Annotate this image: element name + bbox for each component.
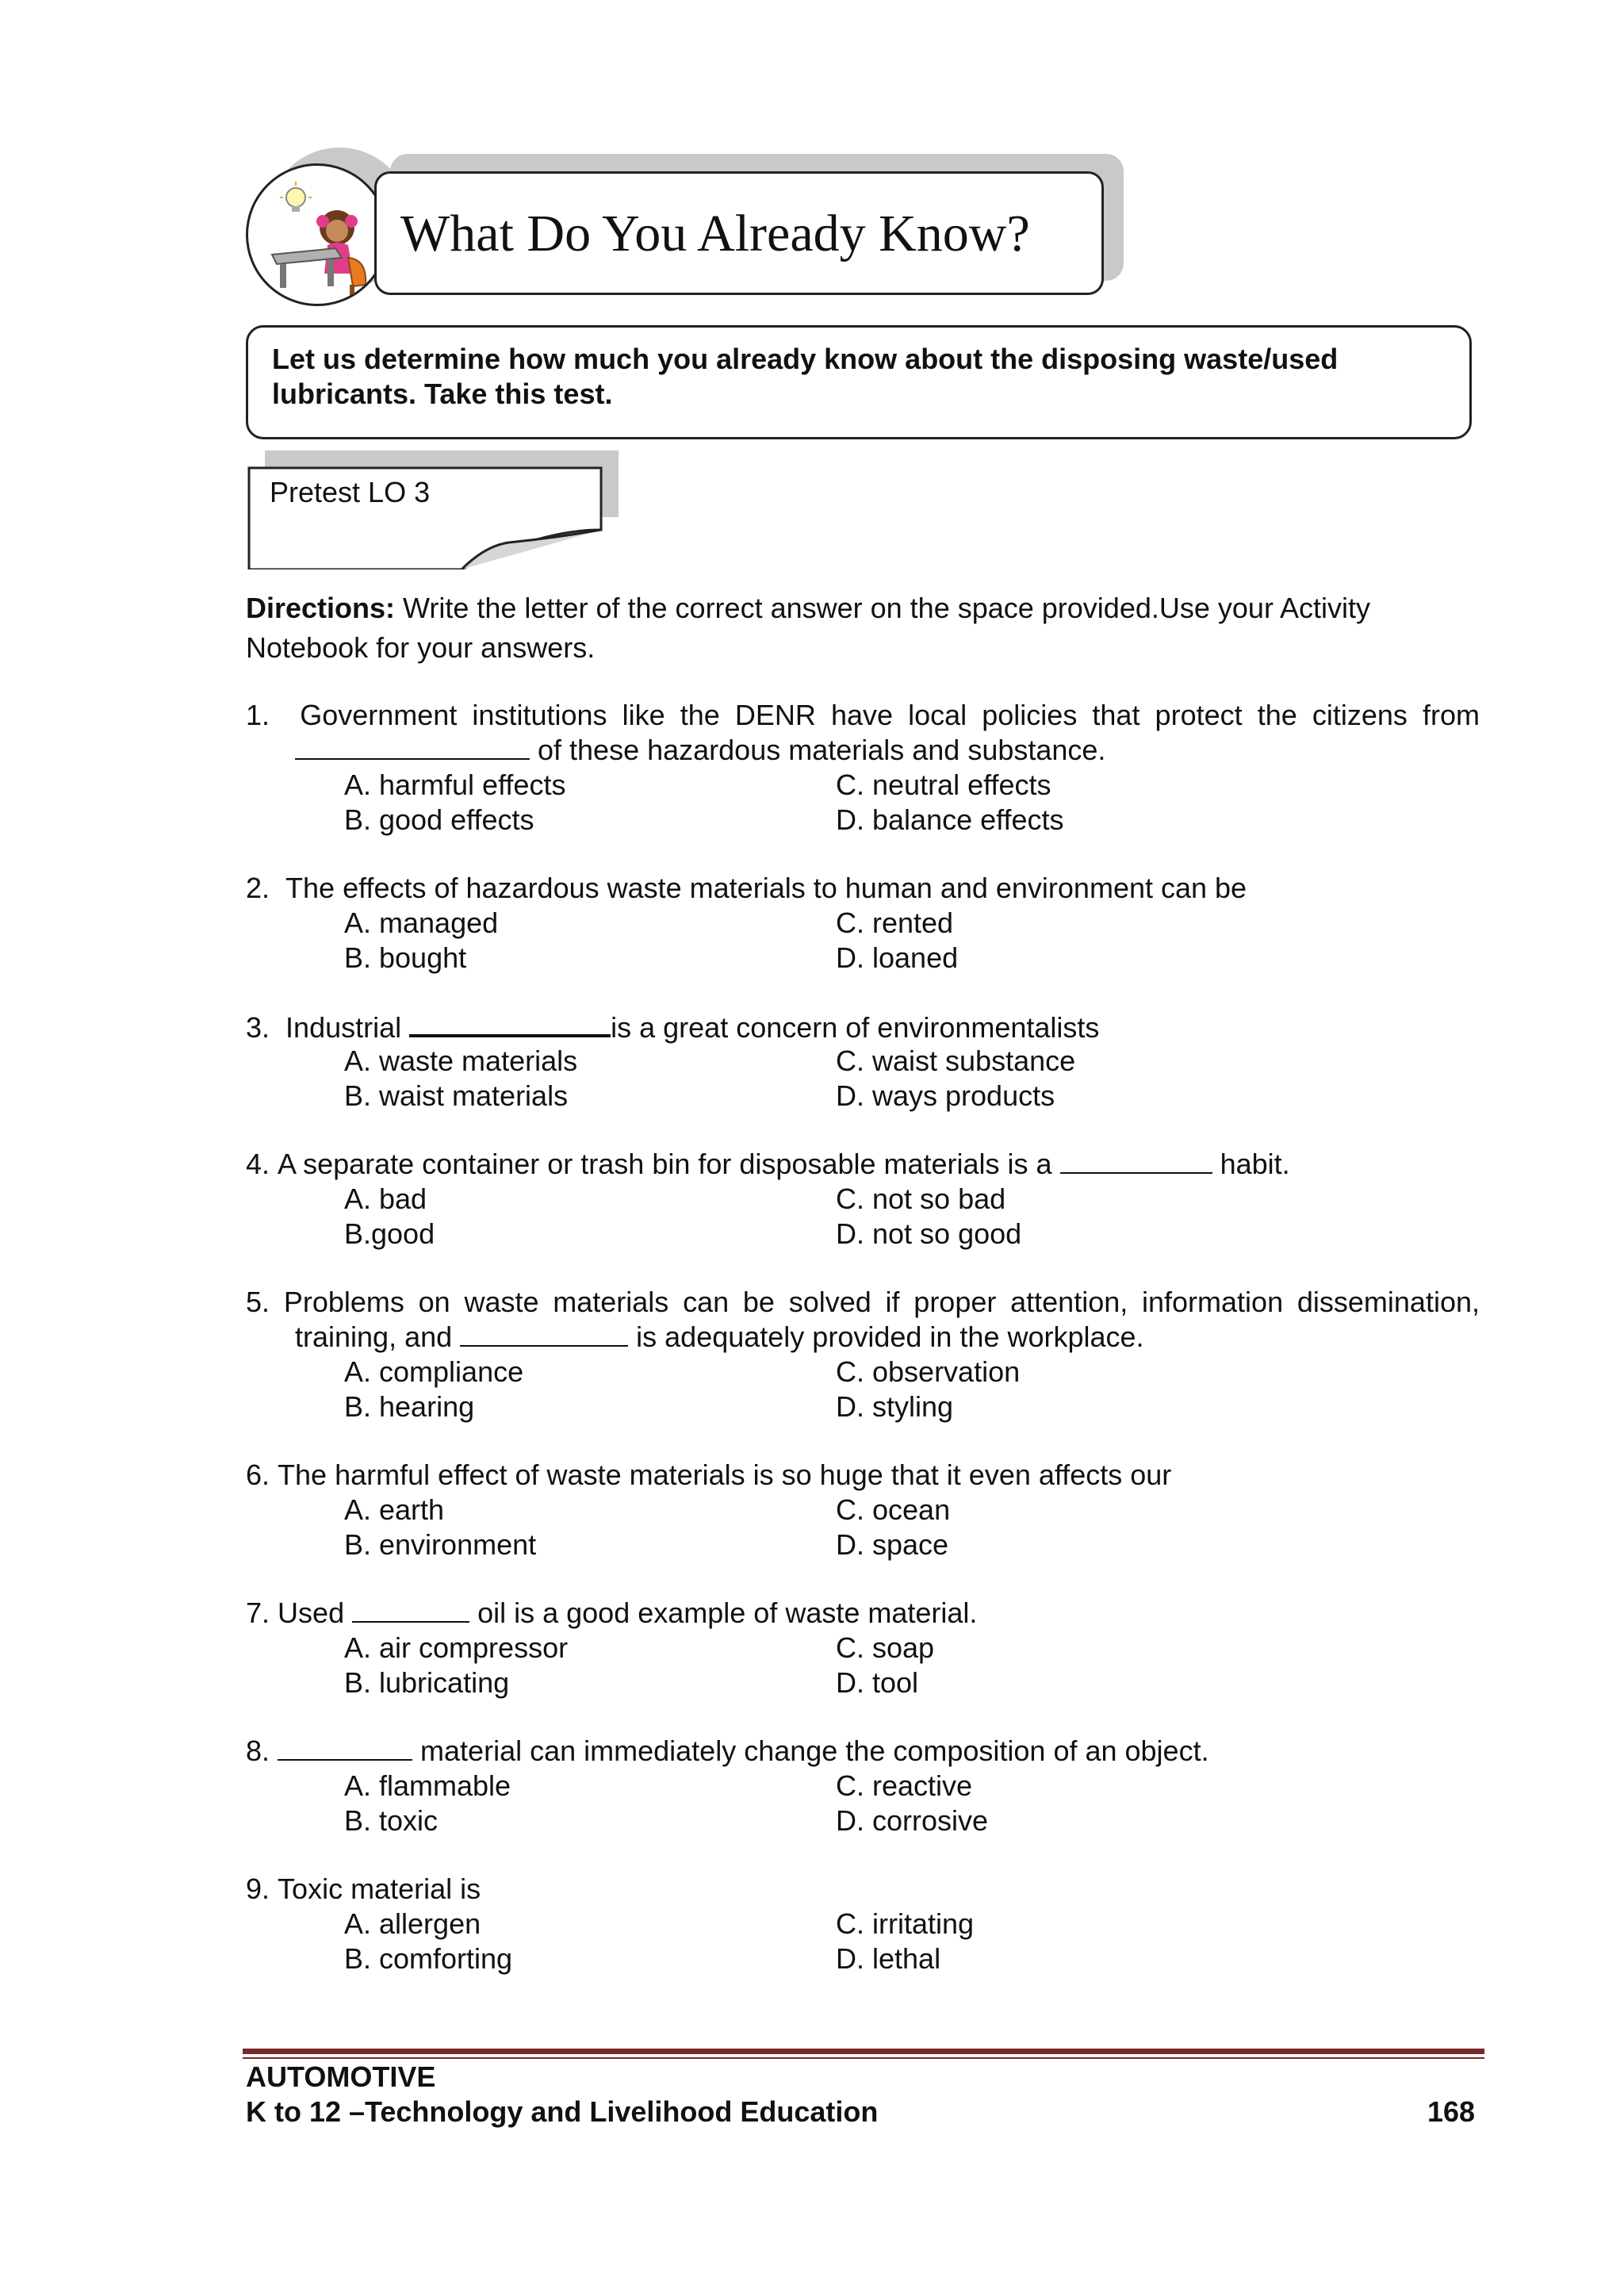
option-c: C. not so bad — [836, 1182, 1006, 1215]
answer-blank — [278, 1734, 412, 1761]
option-d: D. ways products — [836, 1079, 1055, 1112]
directions-label: Directions: — [246, 592, 396, 624]
option-d: D. balance effects — [836, 803, 1064, 836]
option-c: C. neutral effects — [836, 769, 1051, 801]
page-title: What Do You Already Know? — [400, 205, 1030, 263]
option-a: A. compliance — [344, 1355, 524, 1388]
pretest-label: Pretest LO 3 — [270, 476, 431, 508]
question-2 — [246, 871, 1480, 976]
option-d: D. not so good — [836, 1217, 1022, 1250]
question-stem: 8. material can immediately change the composition of an object. — [246, 1734, 1209, 1767]
option-b: B. waist materials — [344, 1079, 569, 1112]
question-stem: 9. Toxic material is — [246, 1872, 481, 1905]
question-stem: 2. The effects of hazardous waste materials to human and environment can be — [246, 872, 1247, 904]
question-8 — [246, 1734, 1480, 1838]
footer-program: K to 12 –Technology and Livelihood Education — [246, 2095, 879, 2128]
answer-blank — [352, 1596, 469, 1623]
footer-rule-thin — [243, 2057, 1484, 2059]
option-c: C. soap — [836, 1631, 935, 1664]
question-stem: 6. The harmful effect of waste materials is so huge that it even affects our — [246, 1458, 1172, 1491]
option-b: B. toxic — [344, 1804, 439, 1837]
option-c: C. observation — [836, 1355, 1021, 1388]
option-d: D. styling — [836, 1390, 954, 1423]
title-box — [374, 171, 1104, 295]
question-stem: 5. Problems on waste materials can be solved if proper attention, information dissemination, — [246, 1286, 1480, 1318]
question-1 — [246, 698, 1480, 838]
option-b: B. bought — [344, 941, 467, 974]
question-stem: 4. A separate container or trash bin for disposable materials is a habit. — [246, 1148, 1290, 1180]
question-4 — [246, 1147, 1480, 1251]
question-9 — [246, 1872, 1480, 1976]
intro-box — [246, 325, 1472, 439]
option-b: B.good — [344, 1217, 435, 1250]
option-a: A. allergen — [344, 1907, 481, 1940]
option-a: A. harmful effects — [344, 769, 566, 801]
option-a: A. managed — [344, 907, 499, 939]
question-stem: 3. Industrial is a great concern of environmentalists — [246, 1009, 1480, 1044]
option-b: B. lubricating — [344, 1666, 510, 1699]
directions — [246, 588, 1483, 668]
directions-text: Write the letter of the correct answer on the space provided.Use your Activity Notebook for your answers. — [246, 592, 1370, 664]
question-stem-cont: of these hazardous materials and substance. — [246, 733, 1480, 768]
option-a: A. flammable — [344, 1769, 511, 1802]
option-c: C. reactive — [836, 1769, 973, 1802]
question-stem: 7. Used oil is a good example of waste material. — [246, 1596, 978, 1629]
option-b: B. environment — [344, 1528, 537, 1561]
footer-subject: AUTOMOTIVE — [246, 2060, 436, 2093]
answer-blank — [460, 1320, 628, 1347]
option-b: B. comforting — [344, 1942, 513, 1975]
question-stem: 1. Government institutions like the DENR have local policies that protect the citizens from — [246, 699, 1480, 731]
student-illustration — [246, 163, 389, 306]
option-d: D. lethal — [836, 1942, 941, 1975]
page-number: 168 — [1427, 2095, 1476, 2128]
option-a: A. air compressor — [344, 1631, 569, 1664]
question-7 — [246, 1596, 1480, 1700]
option-d: D. tool — [836, 1666, 919, 1699]
intro-text: Let us determine how much you already know about the disposing waste/used lubricants. Take this test. — [272, 343, 1339, 410]
question-stem-cont: training, and is adequately provided in the workplace. — [295, 1320, 1144, 1353]
option-c: C. rented — [836, 907, 954, 939]
answer-blank — [1060, 1147, 1212, 1174]
option-d: D. corrosive — [836, 1804, 989, 1837]
option-c: C. waist substance — [836, 1045, 1076, 1077]
option-a: A. earth — [344, 1493, 445, 1526]
answer-blank — [409, 1009, 611, 1037]
student-at-desk-icon — [248, 166, 386, 304]
option-b: B. good effects — [344, 803, 534, 836]
option-a: A. bad — [344, 1182, 427, 1215]
question-3 — [246, 1009, 1480, 1114]
question-5 — [246, 1285, 1480, 1424]
option-d: D. space — [836, 1528, 949, 1561]
option-b: B. hearing — [344, 1390, 475, 1423]
footer-rule — [243, 2049, 1484, 2054]
option-c: C. irritating — [836, 1907, 975, 1940]
option-d: D. loaned — [836, 941, 959, 974]
answer-blank — [295, 733, 530, 760]
question-6 — [246, 1458, 1480, 1562]
option-a: A. waste materials — [344, 1045, 578, 1077]
option-c: C. ocean — [836, 1493, 951, 1526]
